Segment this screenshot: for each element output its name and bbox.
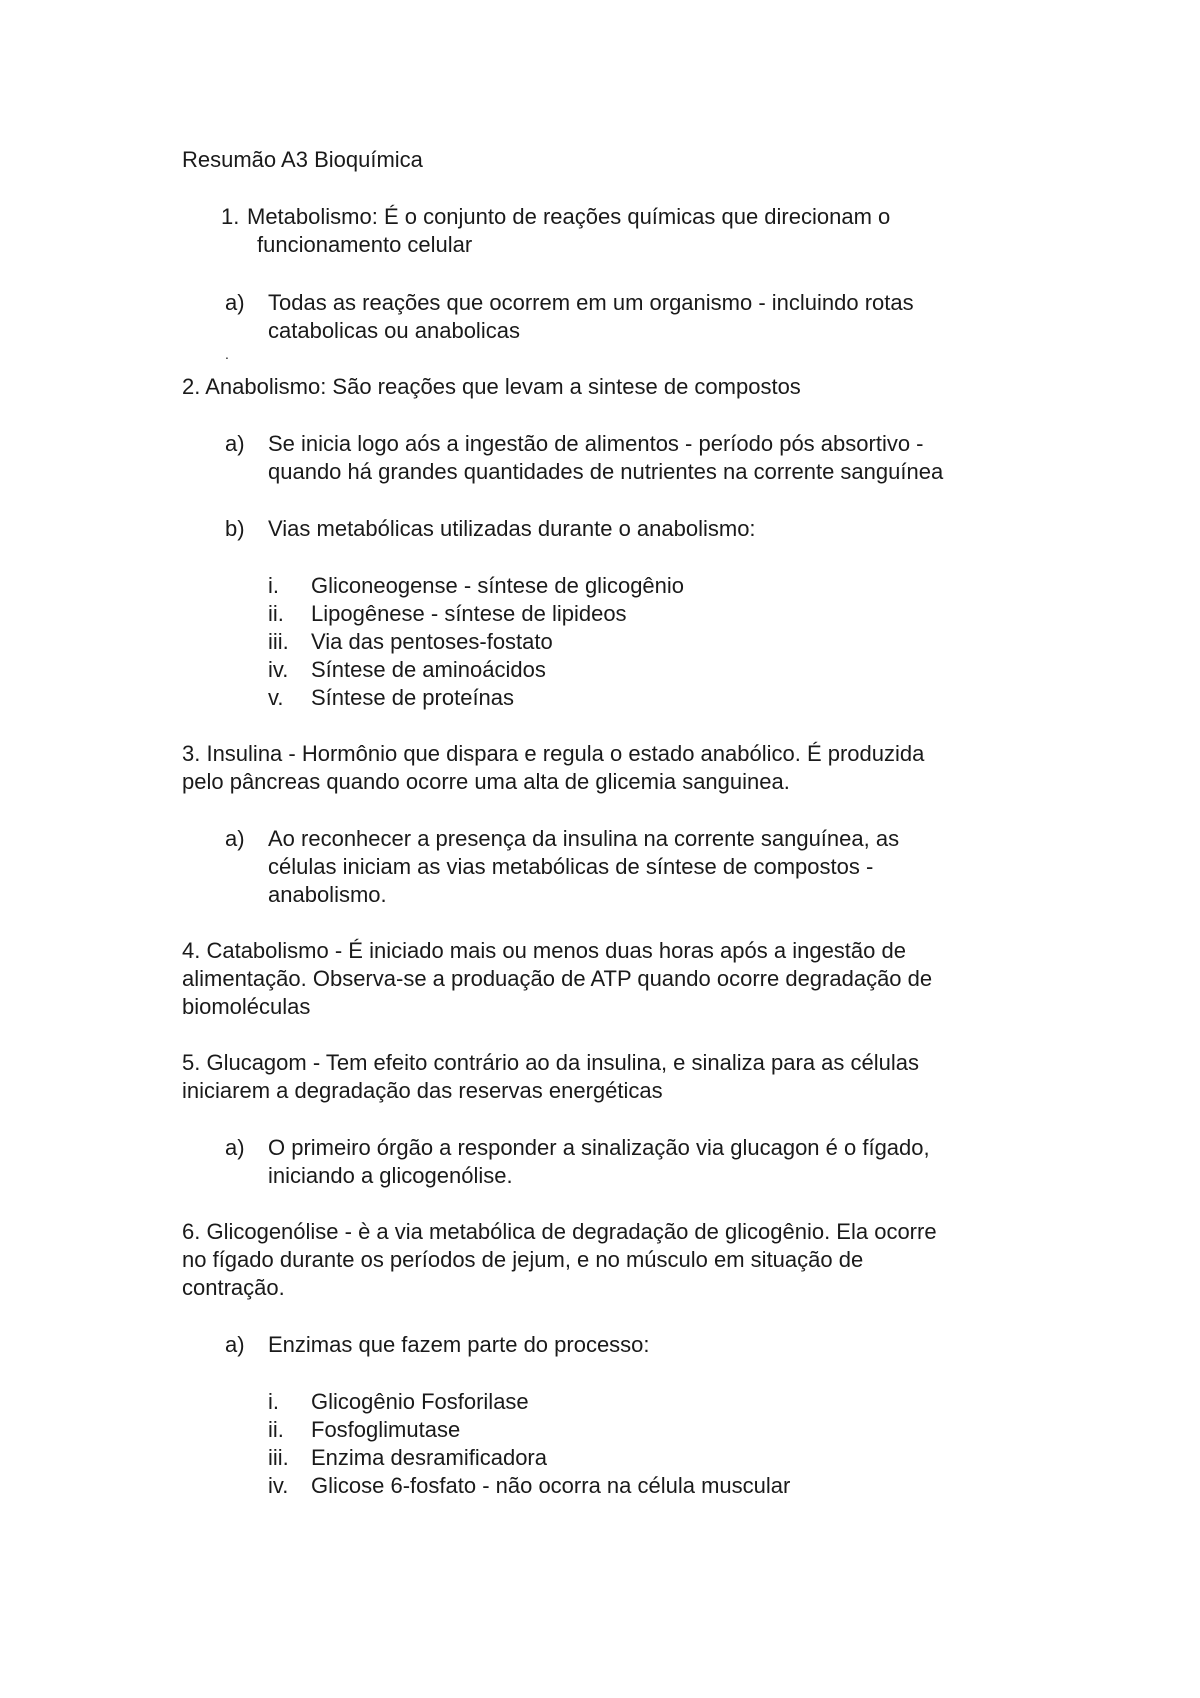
section-5a-label: a) xyxy=(225,1135,245,1160)
section-3a-line-2: células iniciam as vias metabólicas de síntese de compostos - xyxy=(268,854,874,879)
sub-item-label: i. xyxy=(268,1389,279,1414)
sub-item-label: ii. xyxy=(268,1417,284,1442)
sub-item-label: iv. xyxy=(268,1473,289,1498)
section-6-line-1: 6. Glicogenólise - è a via metabólica de degradação de glicogênio. Ela ocorre xyxy=(182,1219,937,1244)
section-1-line-1: Metabolismo: É o conjunto de reações químicas que direcionam o xyxy=(247,204,891,229)
sub-item-text: Via das pentoses-fostato xyxy=(311,629,553,654)
section-2-line-1: 2. Anabolismo: São reações que levam a sintese de compostos xyxy=(182,374,801,399)
sub-item-label: ii. xyxy=(268,601,284,626)
section-1a-line-1: Todas as reações que ocorrem em um organismo - incluindo rotas xyxy=(268,290,914,315)
stray-dot: . xyxy=(225,346,229,362)
section-3a-label: a) xyxy=(225,826,245,851)
section-2b-label: b) xyxy=(225,516,245,541)
section-2a-line-2: quando há grandes quantidades de nutrientes na corrente sanguínea xyxy=(268,459,944,484)
sub-item-text: Glicose 6-fosfato - não ocorra na célula muscular xyxy=(311,1473,791,1498)
section-2a-label: a) xyxy=(225,431,245,456)
section-5-line-2: iniciarem a degradação das reservas energéticas xyxy=(182,1078,663,1103)
section-5-line-1: 5. Glucagom - Tem efeito contrário ao da insulina, e sinaliza para as células xyxy=(182,1050,919,1075)
section-4-line-3: biomoléculas xyxy=(182,994,311,1019)
sub-item-text: Gliconeogense - síntese de glicogênio xyxy=(311,573,685,598)
section-3-line-2: pelo pâncreas quando ocorre uma alta de glicemia sanguinea. xyxy=(182,769,790,794)
document-title: Resumão A3 Bioquímica xyxy=(182,147,423,172)
sub-item-text: Síntese de aminoácidos xyxy=(311,657,546,682)
section-6a-line-1: Enzimas que fazem parte do processo: xyxy=(268,1332,650,1357)
sub-item-text: Fosfoglimutase xyxy=(311,1417,461,1442)
section-1a-label: a) xyxy=(225,290,245,315)
section-5a-line-1: O primeiro órgão a responder a sinalização via glucagon é o fígado, xyxy=(268,1135,930,1160)
section-3-line-1: 3. Insulina - Hormônio que dispara e regula o estado anabólico. É produzida xyxy=(182,741,925,766)
section-2a-line-1: Se inicia logo aós a ingestão de alimentos - período pós absortivo - xyxy=(268,431,924,456)
section-6-line-3: contração. xyxy=(182,1275,285,1300)
section-3a-line-3: anabolismo. xyxy=(268,882,387,907)
sub-item-label: i. xyxy=(268,573,279,598)
sub-item-label: iii. xyxy=(268,1445,289,1470)
section-5a-line-2: iniciando a glicogenólise. xyxy=(268,1163,513,1188)
sub-item-label: iv. xyxy=(268,657,289,682)
section-6-line-2: no fígado durante os períodos de jejum, e no músculo em situação de xyxy=(182,1247,864,1272)
sub-item-text: Síntese de proteínas xyxy=(311,685,515,710)
sub-item-text: Glicogênio Fosforilase xyxy=(311,1389,529,1414)
section-1-line-2: funcionamento celular xyxy=(257,232,473,257)
sub-item-label: v. xyxy=(268,685,284,710)
sub-item-text: Enzima desramificadora xyxy=(311,1445,547,1470)
section-4-line-2: alimentação. Observa-se a produação de ATP quando ocorre degradação de xyxy=(182,966,933,991)
section-2b-line-1: Vias metabólicas utilizadas durante o anabolismo: xyxy=(268,516,756,541)
section-1a-line-2: catabolicas ou anabolicas xyxy=(268,318,520,343)
sub-item-label: iii. xyxy=(268,629,289,654)
list-number-1: 1. xyxy=(221,204,240,229)
section-6a-label: a) xyxy=(225,1332,245,1357)
sub-item-text: Lipogênese - síntese de lipideos xyxy=(311,601,627,626)
section-4-line-1: 4. Catabolismo - É iniciado mais ou menos duas horas após a ingestão de xyxy=(182,938,906,963)
section-3a-line-1: Ao reconhecer a presença da insulina na corrente sanguínea, as xyxy=(268,826,900,851)
